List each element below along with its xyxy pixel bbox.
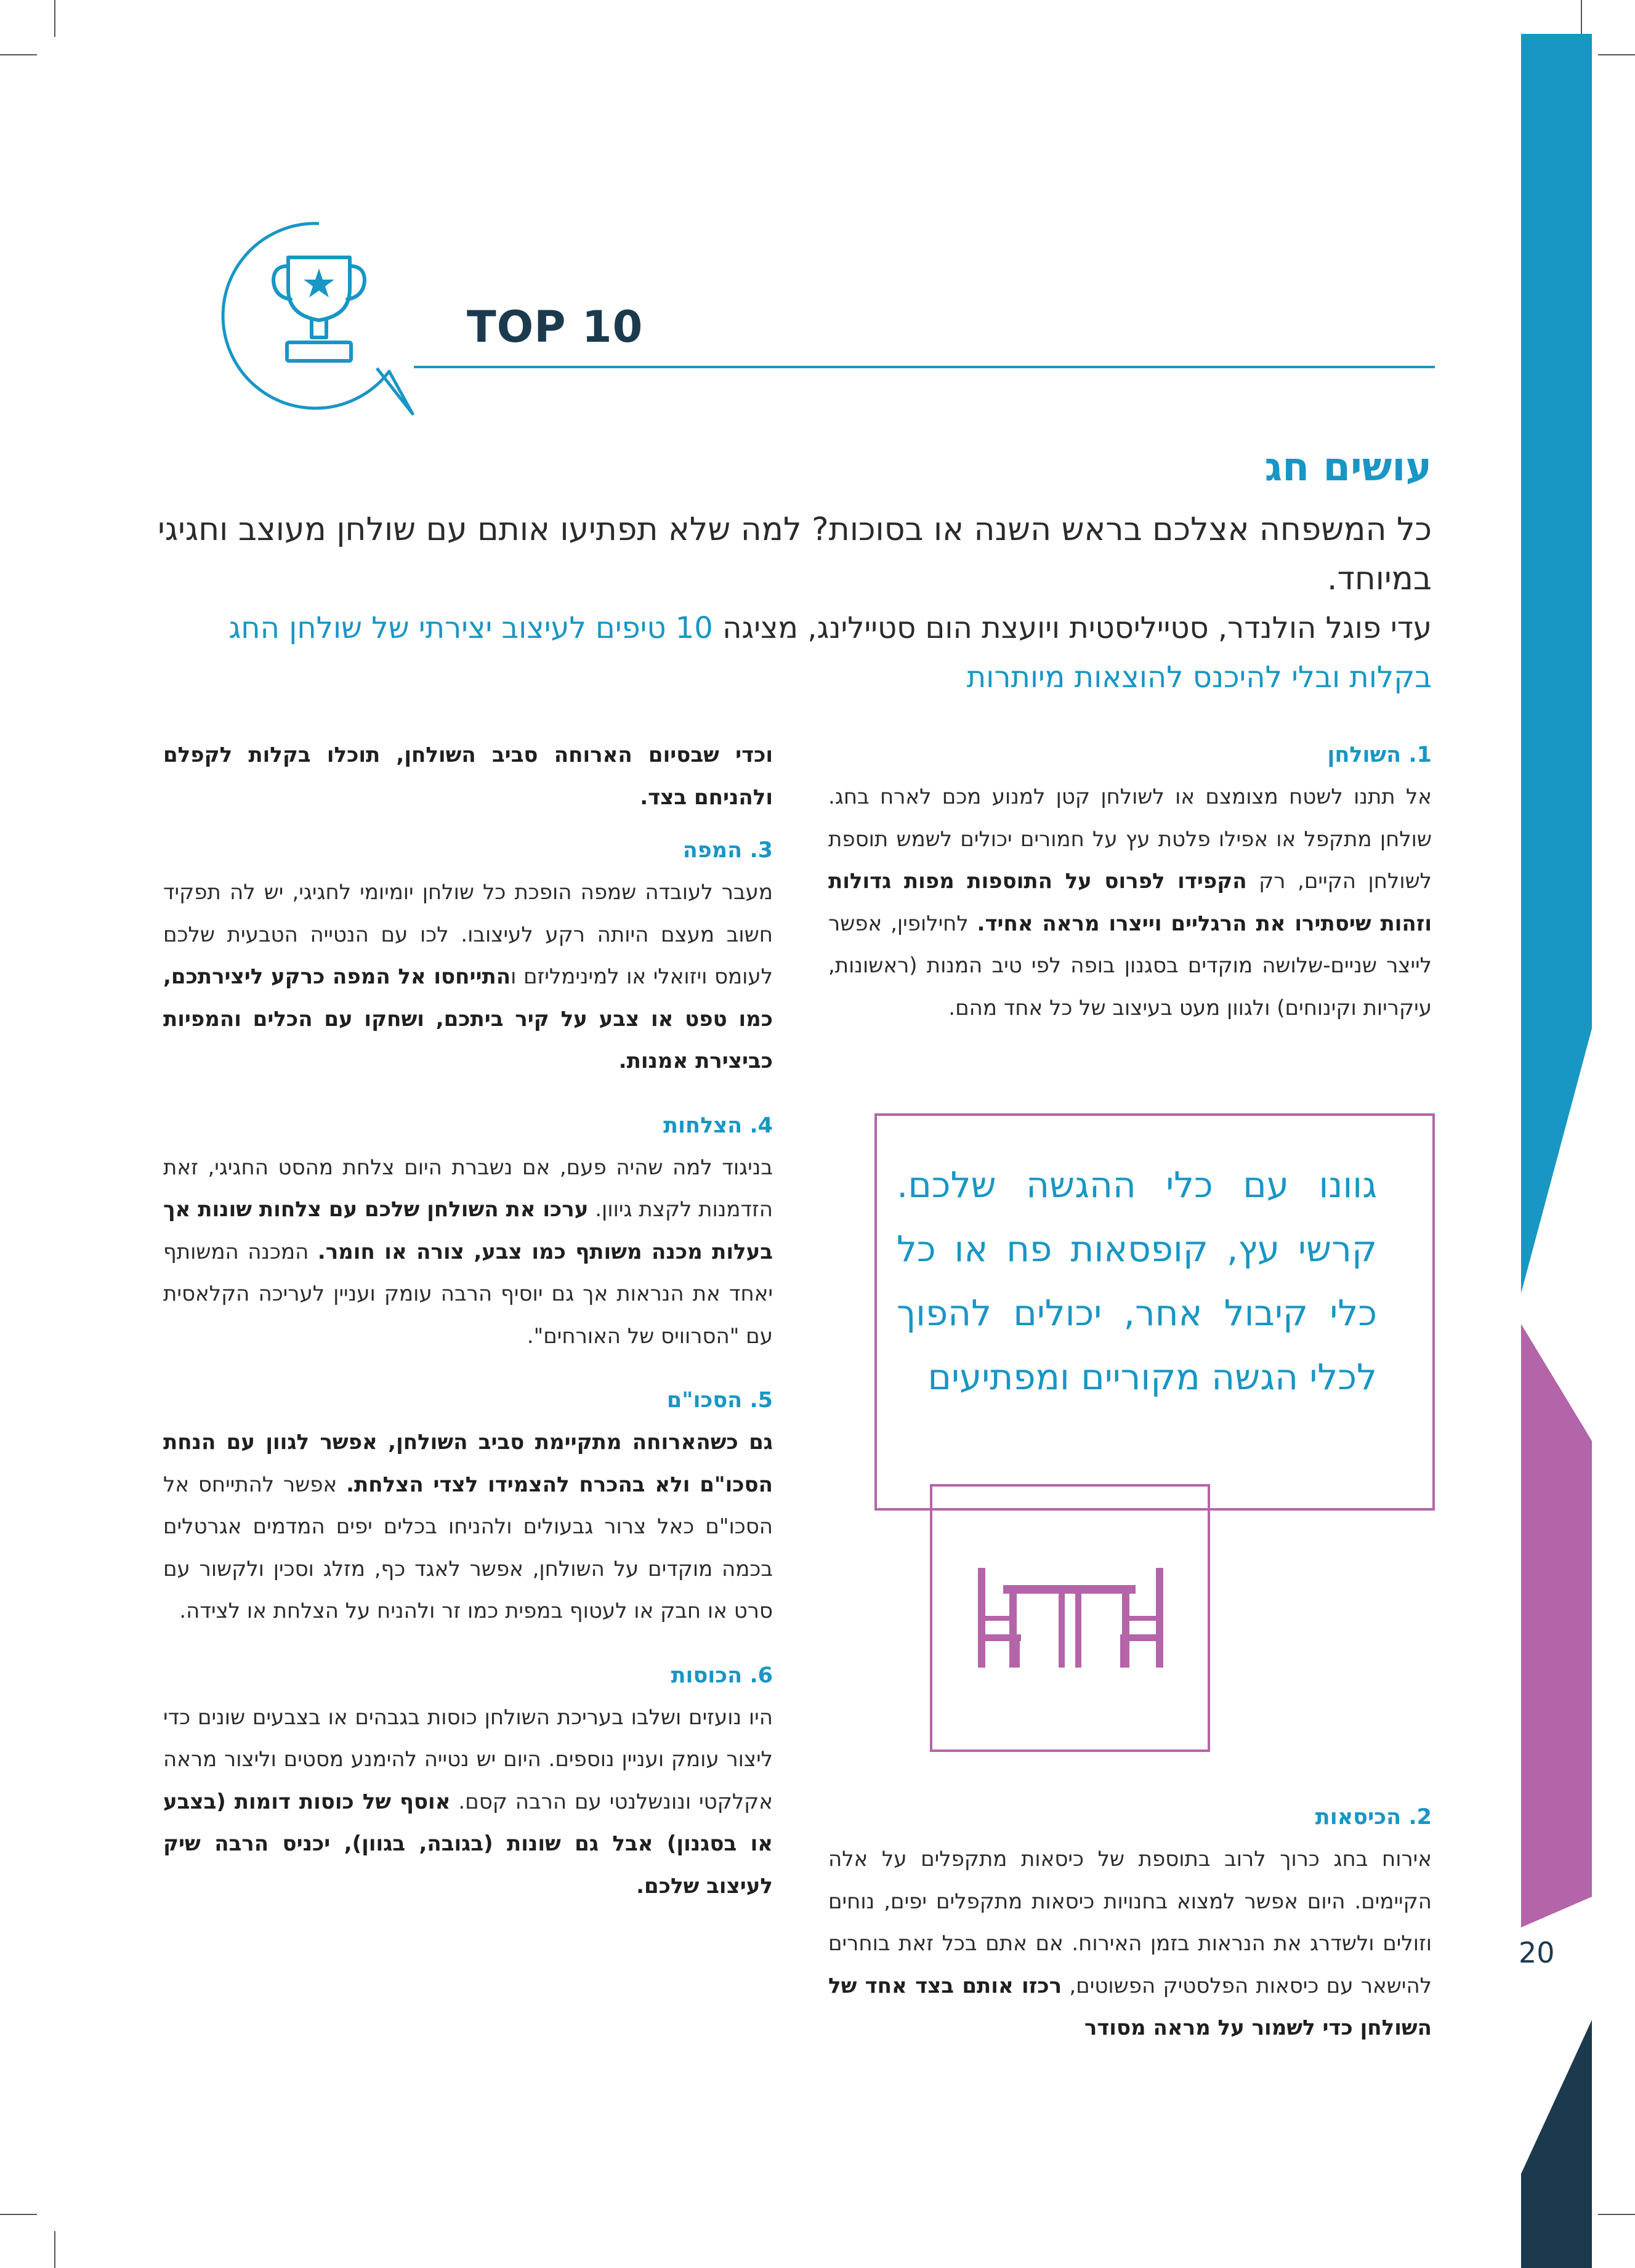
body-bold: הקפידו לפרוס על התוספות מפות גדולות וזהות שיסתירו את הרגליים וייצרו מראה אחיד.	[828, 869, 1432, 936]
section-title: 5. הסכו"ם	[666, 1388, 773, 1413]
continued-text	[163, 734, 773, 818]
section-title: 6. הכוסות	[671, 1663, 773, 1688]
body-text: בניגוד למה שהיה פעם, אם נשברת היום צלחת מהסט החגיגי, זאת הזדמנות לקצת גיוון.	[163, 1155, 773, 1222]
table-icon-box	[930, 1484, 1210, 1752]
intro-line-2	[145, 603, 1432, 653]
section-body	[163, 1421, 773, 1632]
header-rule	[414, 366, 1435, 368]
section-body	[163, 1697, 773, 1908]
body-text: היו נועזים ושלבו בעריכת השולחן כוסות בגבהים או בצבעים שונים כדי ליצור עומק ועניין נוספים. היום יש נטייה להימנע מסטים וליצור מראה אקלקטי ונונשלנטי עם הרבה קסם.	[163, 1705, 773, 1814]
body-bold: ערכו את השולחן שלכם עם צלחות שונות אך בעלות מכנה משותף כמו צבע, צורה או חומר.	[163, 1197, 773, 1264]
trophy-bubble	[0, 0, 443, 443]
body-bold: גם כשהארוחה מתקיימת סביב השולחן, אפשר לגוון עם הנחת הסכו"ם ולא בהכרח להצמידו לצדי הצלחת.	[163, 1430, 773, 1497]
pull-quote-box	[874, 1113, 1435, 1511]
body-text: המכנה המשותף יאחד את הנראות אך גם יוסיף הרבה עומק ועניין לעריכה הקלאסית עם "הסרוויס של האורחים".	[163, 1239, 773, 1349]
body-bold: אוסף של כוסות דומות (בצבע או בסגנון) אבל גם שונות (בגובה, בגוון), יכניס הרבה שיק לעיצוב שלכם.	[163, 1789, 773, 1899]
body-bold: וכדי שבסיום הארוחה סביב השולחן, תוכלו בקלות לקפלם ולהניחם בצד.	[163, 743, 773, 810]
intro-line-2-highlight: 10 טיפים לעיצוב יצירתי של שולחן החג	[228, 611, 713, 645]
section-body	[163, 871, 773, 1083]
section-title: 4. הצלחות	[663, 1113, 773, 1138]
intro-line-1: כל המשפחה אצלכם בראש השנה או בסוכות? למה שלא תפתיעו אותם עם שולחן מעוצב וחגיגי במיוחד.	[158, 511, 1432, 597]
body-bold: התייחסו אל המפה כרקע ליצירתכם, כמו טפט או צבע על קיר ביתכם, ושחקו עם הכלים והמפיות כביצירת אמנות.	[163, 964, 773, 1073]
table-chairs-icon	[932, 1487, 1208, 1749]
section-title: 3. המפה	[682, 838, 773, 863]
body-text: לחילופין, אפשר לייצר שניים-שלושה מוקדים בסגנון בופה לפי טיב המנות (ראשונות, עיקריות וקינוחים) ולגוון מעט בעיצוב של כל אחד מהם.	[828, 911, 1432, 1020]
section-body	[163, 1147, 773, 1358]
body-text: אפשר להתייחס אל הסכו"ם כאל צרור גבעולים ולהניחו בכלים יפים המדמים אגרטלים בכמה מוקדים על השולחן, אפשר לאגד כף, מזלג וסכין ולקשור עם סרט או חבק או לעטוף במפית כמו זר ולהניח על הצלחת או לצידה.	[163, 1472, 773, 1623]
section-tables	[828, 734, 1432, 1029]
article-title: עושים חג	[1264, 445, 1432, 490]
body-bold: רכזו אותם בצד אחד של השולחן כדי לשמור על מראה מסודר	[828, 1973, 1432, 2040]
pull-quote-text: גוונו עם כלי ההגשה שלכם. קרשי עץ, קופסאות פח או כל כלי קיבול אחר, יכולים להפוך לכלי הגשה מקוריים ומפתיעים	[897, 1164, 1377, 1398]
top10-badge: TOP 10	[467, 302, 644, 352]
body-text: אל תתנו לשטח מצומצם או לשולחן קטן למנוע מכם לארח בחג. שולחן מתקפל או אפילו פלטת עץ על חמורים יכולים לשמש תוספת לשולחן הקיים, רק	[828, 785, 1432, 894]
section-body	[828, 776, 1432, 1029]
section-chairs	[828, 1796, 1432, 2049]
left-column	[163, 734, 773, 1907]
intro-line-3: בקלות ובלי להיכנס להוצאות מיותרות	[966, 660, 1432, 695]
page-number: 20	[1519, 1936, 1555, 1969]
body-text: מעבר לעובדה שמפה הופכת כל שולחן יומיומי לחגיגי, יש לה תפקיד חשוב מעצם היותה רקע לעיצובו. לכו עם הנטייה הטבעית שלכם לעומס ויזואלי או למינימליזם ו	[163, 880, 773, 989]
intro-line-2-author: עדי פוגל הולנדר, סטייליסטית ויועצת הום סטיילינג, מציגה	[713, 611, 1432, 645]
article-intro	[145, 505, 1432, 702]
section-body	[828, 1838, 1432, 2049]
section-title: 1. השולחן	[1327, 743, 1432, 767]
body-text: אירוח בחג כרוך לרוב בתוספת של כיסאות מתקפלים על אלה הקיימים. היום אפשר למצוא בחנויות כיסאות מתקפלים יפים, נוחים וזולים ולשדרג את הנראות בזמן האירוח. אם אתם בכל זאת בוחרים להישאר עם כיסאות הפלסטיק הפשוטים,	[828, 1847, 1432, 1998]
section-title: 2. הכיסאות	[1315, 1805, 1432, 1830]
